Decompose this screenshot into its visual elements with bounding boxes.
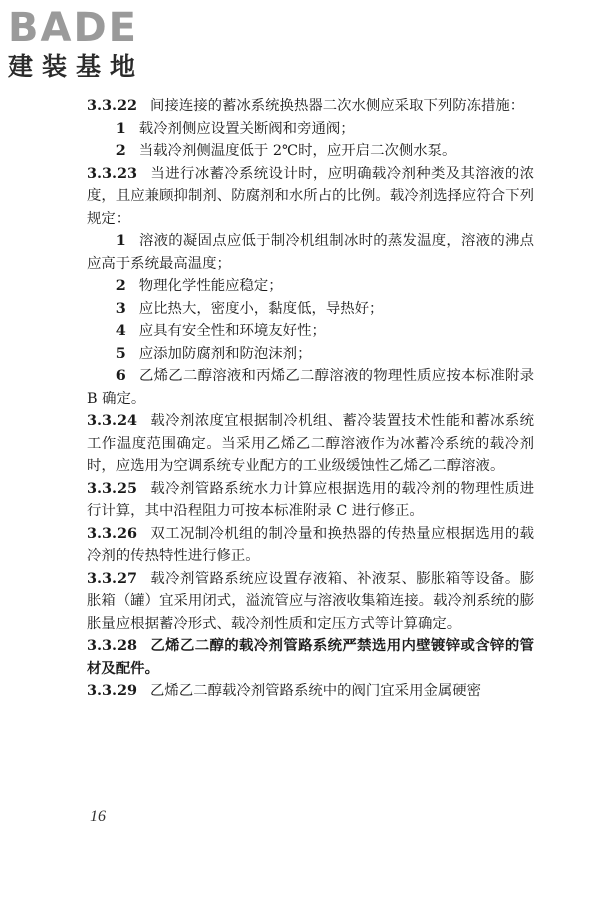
item-number: 1	[115, 119, 126, 137]
clause-text: 乙烯乙二醇的载冷剂管路系统严禁选用内壁镀锌或含锌的管材及配件。	[87, 637, 534, 677]
clause-number: 3.3.22	[87, 97, 138, 114]
item-text: 应比热大，密度小，黏度低，导热好；	[138, 300, 384, 317]
item-number: 6	[115, 367, 126, 384]
list-item	[87, 230, 534, 275]
clause-3-3-28	[87, 635, 534, 680]
item-number: 2	[115, 277, 126, 294]
list-item	[87, 275, 534, 298]
list-item	[87, 343, 534, 366]
logo-subtitle: 建装基地	[8, 52, 145, 81]
page-number: 16	[90, 808, 106, 825]
clause-number: 3.3.24	[87, 412, 138, 429]
clause-text: 载冷剂管路系统应设置存液箱、补液泵、膨胀箱等设备。膨胀箱（罐）宜采用闭式，溢流管应与溶液收集箱连接。载冷剂系统的膨胀量应根据蓄冷形式、载冷剂性质和定压方式等计算确定。	[87, 570, 534, 632]
clause-text: 当进行冰蓄冷系统设计时，应明确载冷剂种类及其溶液的浓度，且应兼顾抑制剂、防腐剂和水所占的比例。载冷剂选择应符合下列规定：	[87, 165, 534, 227]
clause-text: 载冷剂浓度宜根据制冷机组、蓄冷装置技术性能和蓄冰系统工作温度范围确定。当采用乙烯乙二醇溶液作为冰蓄冷系统的载冷剂时，应选用为空调系统专业配方的工业级缓蚀性乙烯乙二醇溶液。	[87, 413, 534, 474]
clause-3-3-27	[87, 568, 534, 636]
clause-3-3-22	[87, 95, 534, 118]
item-number: 5	[115, 344, 126, 362]
item-text: 应具有安全性和环境友好性；	[138, 323, 326, 339]
clause-text: 双工况制冷机组的制冷量和换热器的传热量应根据选用的载冷剂的传热特性进行修正。	[87, 525, 534, 564]
clause-text: 间接连接的蓄冰系统换热器二次水侧应采取下列防冻措施：	[150, 98, 525, 114]
item-number: 1	[115, 232, 126, 249]
clause-text: 乙烯乙二醇载冷剂管路系统中的阀门宜采用金属硬密	[150, 683, 482, 699]
clause-number: 3.3.26	[87, 524, 138, 542]
clause-number: 3.3.29	[87, 682, 138, 699]
item-number: 4	[115, 322, 126, 339]
clause-number: 3.3.27	[87, 569, 138, 587]
item-text: 应添加防腐剂和防泡沫剂；	[138, 345, 312, 362]
clause-3-3-24	[87, 410, 534, 478]
logo-wordmark: BADE	[8, 5, 138, 51]
bade-logo	[8, 6, 178, 82]
item-text: 乙烯乙二醇溶液和丙烯乙二醇溶液的物理性质应按本标准附录 B 确定。	[87, 368, 534, 407]
item-number: 2	[115, 142, 126, 159]
clause-3-3-29	[87, 680, 534, 703]
clause-3-3-23	[87, 163, 534, 231]
list-item	[87, 140, 534, 163]
item-text: 物理化学性能应稳定；	[138, 278, 283, 294]
item-number: 3	[115, 299, 126, 317]
list-item	[87, 320, 534, 343]
list-item	[87, 298, 534, 321]
document-body	[87, 95, 534, 703]
item-text: 溶液的凝固点应低于制冷机组制冰时的蒸发温度，溶液的沸点应高于系统最高温度；	[87, 233, 534, 272]
clause-3-3-25	[87, 478, 534, 523]
clause-number: 3.3.25	[87, 479, 138, 497]
list-item	[87, 365, 534, 410]
item-text: 当载冷剂侧温度低于 2℃时，应开启二次侧水泵。	[138, 143, 457, 159]
item-text: 载冷剂侧应设置关断阀和旁通阀；	[138, 120, 355, 137]
clause-text: 载冷剂管路系统水力计算应根据选用的载冷剂的物理性质进行计算，其中沿程阻力可按本标准附录 C 进行修正。	[87, 480, 534, 519]
clause-number: 3.3.28	[87, 637, 138, 654]
list-item	[87, 118, 534, 141]
clause-3-3-26	[87, 523, 534, 568]
clause-number: 3.3.23	[87, 164, 138, 182]
